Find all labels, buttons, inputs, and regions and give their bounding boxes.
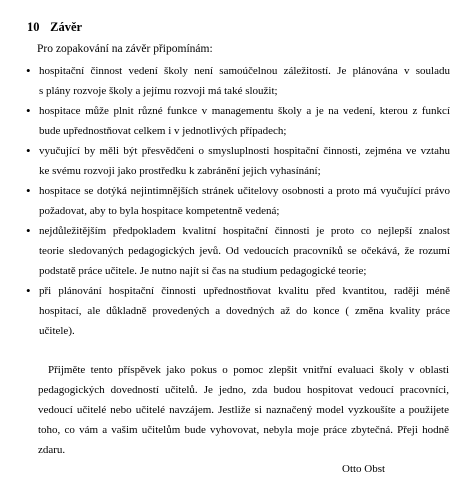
list-item-line: učitele). (39, 325, 75, 337)
bullet-marker: • (26, 103, 31, 118)
list-item-line: vyučující by měli být přesvědčeni o smysluplnosti hospitační činnosti, zejména ve vztahu (39, 145, 450, 157)
section-heading (27, 20, 82, 35)
author-signature: Otto Obst (342, 463, 386, 475)
list-item-line: hospitace může plnit různé funkce v managementu školy a je na vedení, kterou z funkcí (39, 105, 450, 117)
section-number: 10 (27, 20, 40, 34)
list-item-line: bude upřednostňovat celkem i v jednotlivých případech; (39, 125, 287, 137)
list-item-line: s plány rozvoje školy a jejímu rozvoji má také sloužit; (39, 85, 278, 97)
list-item-line: hospitací, ale důkladně provedených a dovedných až do konce ( změna kvality práce (39, 305, 450, 317)
bullet-marker: • (26, 223, 31, 238)
closing-line: pedagogických dovedností učitelů. Je jedno, zda budou hospitovat vedoucí pracovníci, (38, 384, 449, 396)
closing-line: vedoucí učitelé nebo učitelé navzájem. Jestliže si naznačený model vyzkoušíte a použijete (38, 404, 449, 416)
list-item-line: nejdůležitějším předpokladem kvalitní hospitační činnosti je proto co nejlepší znalost (39, 225, 450, 237)
list-item-line: teorie sledovaných pedagogických jevů. Od vedoucích pracovníků se očekává, že rozumí (39, 245, 450, 257)
list-item-line: při plánování hospitační činnosti upřednostňovat kvalitu před kvantitou, raději méně (39, 285, 450, 297)
bullet-marker: • (26, 143, 31, 158)
list-item-line: požadovat, aby to byla hospitace kompetentně vedená; (39, 205, 280, 217)
section-title: Závěr (50, 20, 83, 34)
list-item-line: ke svému rozvoji jako prostředku k zabránění jejich vyhasínání; (39, 165, 321, 177)
closing-line: toho, co vám a vašim učitelům bude vyhovovat, nebyla moje práce zbytečná. Přeji hodně (38, 424, 449, 436)
intro-paragraph: Pro zopakování na závěr připomínám: (37, 43, 213, 55)
bullet-marker: • (26, 63, 31, 78)
closing-line: Přijměte tento příspěvek jako pokus o pomoc zlepšit vnitřní evaluaci školy v oblasti (48, 364, 449, 376)
list-item-line: hospitační činnost vedení školy není samoúčelnou záležitostí. Je plánována v souladu (39, 65, 450, 77)
list-item-line: podstatě práce učitele. Je nutno najít si čas na studium pedagogické teorie; (39, 265, 367, 277)
list-item-line: hospitace se dotýká nejintimnějších stránek učitelovy osobnosti a proto má vyučující právo (39, 185, 450, 197)
closing-line: zdaru. (38, 444, 66, 456)
bullet-marker: • (26, 183, 31, 198)
bullet-marker: • (26, 283, 31, 298)
